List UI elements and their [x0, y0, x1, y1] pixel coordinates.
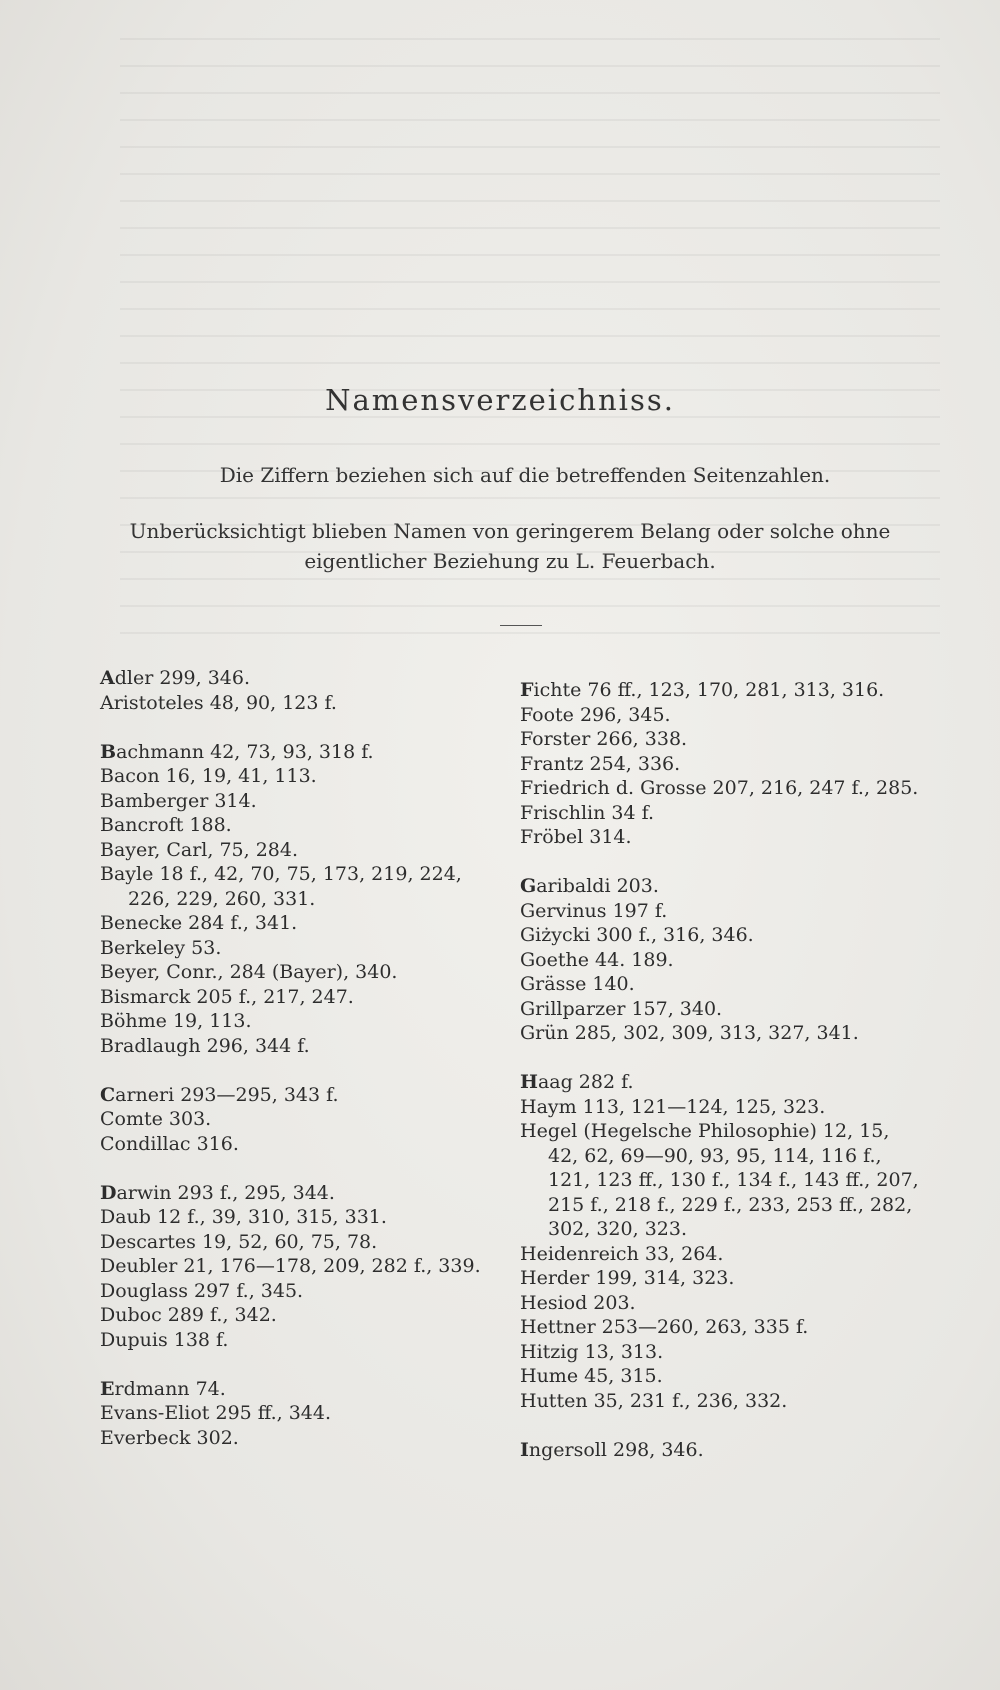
index-entry — [520, 825, 920, 850]
entry-initial: D — [100, 1181, 117, 1204]
entry-initial: I — [520, 1438, 529, 1461]
entry-text: Bayle 18 f., 42, 70, 75, 173, 219, 224, 226, 229, 260, 331. — [100, 863, 462, 910]
entry-text: Beyer, Conr., 284 (Bayer), 340. — [100, 961, 398, 983]
entry-text: rdmann 74. — [114, 1377, 226, 1400]
group-gap — [100, 1352, 500, 1377]
entry-text: Frantz 254, 336. — [520, 752, 681, 775]
entry-text: Forster 266, 338. — [520, 728, 688, 750]
entry-initial: B — [100, 740, 117, 763]
group-gap — [100, 1156, 500, 1181]
index-entry — [520, 1438, 920, 1463]
entry-text: Dupuis 138 f. — [100, 1328, 229, 1351]
entry-text: Bismarck 205 f., 217, 247. — [100, 985, 354, 1008]
note-line-1: Die Ziffern beziehen sich auf die betreffenden Seitenzahlen. — [219, 463, 831, 487]
entry-text: Fröbel 314. — [520, 826, 632, 848]
index-entry — [100, 666, 500, 691]
entry-text: Bacon 16, 19, 41, 113. — [100, 765, 317, 787]
entry-text: Condillac 316. — [100, 1132, 239, 1155]
index-entry — [100, 1205, 500, 1230]
index-entry — [520, 1291, 920, 1316]
entry-text: ngersoll 298, 346. — [528, 1438, 704, 1461]
index-entry — [520, 1119, 920, 1242]
group-gap — [520, 850, 920, 875]
entry-text: Deubler 21, 176—178, 209, 282 f., 339. — [100, 1255, 481, 1277]
entry-initial: F — [520, 679, 534, 701]
entry-text: Böhme 19, 113. — [100, 1010, 252, 1032]
entry-text: Descartes 19, 52, 60, 75, 78. — [100, 1230, 378, 1253]
entry-text: Goethe 44. 189. — [520, 948, 674, 971]
entry-text: aag 282 f. — [537, 1071, 634, 1093]
entry-text: Douglass 297 f., 345. — [100, 1279, 304, 1302]
index-entry — [100, 691, 500, 716]
index-entry — [520, 1095, 920, 1120]
entry-text: aribaldi 203. — [536, 875, 659, 897]
index-entry — [100, 1303, 500, 1328]
group-gap — [100, 715, 500, 740]
index-entry — [100, 1132, 500, 1157]
index-column-left — [100, 666, 500, 1450]
index-entry — [100, 1279, 500, 1304]
entry-text: Giżycki 300 f., 316, 346. — [520, 924, 754, 946]
index-entry — [100, 764, 500, 789]
index-entry — [100, 813, 500, 838]
entry-text: Foote 296, 345. — [520, 703, 671, 726]
entry-text: ichte 76 ff., 123, 170, 281, 313, 316. — [533, 679, 885, 701]
group-gap — [520, 1413, 920, 1438]
index-entry — [520, 703, 920, 728]
index-entry — [100, 1034, 500, 1059]
entry-text: arneri 293—295, 343 f. — [115, 1083, 339, 1106]
index-column-right — [520, 678, 920, 1462]
entry-text: Hettner 253—260, 263, 335 f. — [520, 1316, 809, 1338]
entry-text: Friedrich d. Grosse 207, 216, 247 f., 285. — [520, 777, 919, 799]
index-entry — [520, 1070, 920, 1095]
entry-text: arwin 293 f., 295, 344. — [116, 1181, 335, 1204]
index-entry — [100, 1230, 500, 1255]
index-entry — [520, 972, 920, 997]
index-entry — [520, 1021, 920, 1046]
index-entry — [520, 801, 920, 826]
index-entry — [100, 740, 500, 765]
entry-text: Frischlin 34 f. — [520, 801, 655, 824]
index-entry — [520, 1364, 920, 1389]
index-entry — [100, 911, 500, 936]
entry-text: Duboc 289 f., 342. — [100, 1304, 277, 1326]
entry-text: Comte 303. — [100, 1108, 212, 1130]
entry-text: Evans-Eliot 295 ff., 344. — [100, 1402, 332, 1424]
index-entry — [100, 1083, 500, 1108]
index-entry — [100, 1426, 500, 1451]
page-title: Namensverzeichniss. — [325, 383, 675, 417]
entry-text: Berkeley 53. — [100, 936, 222, 959]
index-entry — [100, 936, 500, 961]
entry-text: Heidenreich 33, 264. — [520, 1242, 724, 1265]
index-entry — [100, 789, 500, 814]
index-entry — [520, 948, 920, 973]
entry-text: Bancroft 188. — [100, 814, 232, 836]
index-entry — [520, 1242, 920, 1267]
index-entry — [100, 960, 500, 985]
index-entry — [520, 752, 920, 777]
index-entry — [100, 1181, 500, 1206]
index-entry — [520, 1266, 920, 1291]
entry-initial: C — [100, 1083, 116, 1106]
index-entry — [520, 678, 920, 703]
entry-text: Benecke 284 f., 341. — [100, 912, 298, 934]
index-entry — [100, 1377, 500, 1402]
index-entry — [100, 1254, 500, 1279]
entry-text: Grün 285, 302, 309, 313, 327, 341. — [520, 1022, 859, 1044]
index-entry — [520, 1389, 920, 1414]
index-entry — [100, 985, 500, 1010]
entry-text: Hesiod 203. — [520, 1291, 636, 1314]
index-entry — [520, 776, 920, 801]
entry-text: Hutten 35, 231 f., 236, 332. — [520, 1389, 788, 1412]
entry-text: Haym 113, 121—124, 125, 323. — [520, 1095, 826, 1118]
entry-text: Herder 199, 314, 323. — [520, 1267, 735, 1289]
index-entry — [520, 923, 920, 948]
index-entry — [520, 899, 920, 924]
entry-initial: H — [520, 1071, 538, 1093]
index-entry — [100, 1107, 500, 1132]
index-entry — [520, 1315, 920, 1340]
entry-text: Aristoteles 48, 90, 123 f. — [100, 691, 337, 714]
entry-text: Hegel (Hegelsche Philosophie) 12, 15, 42, 62, 69—90, 93, 95, 114, 116 f., 121, 123 ff., 130 f., 134 f., 143 ff., 207, 215 f., 218 f., 229 f., 233, 253 ff., 282, 302, 320, 323. — [520, 1120, 919, 1240]
index-entry — [520, 1340, 920, 1365]
entry-text: Bamberger 314. — [100, 789, 257, 812]
note-line-2: Unberücksichtigt blieben Namen von geringerem Belang oder solche ohne eigentlicher Beziehung zu L. Feuerbach. — [129, 519, 891, 573]
entry-initial: A — [100, 667, 115, 689]
entry-text: Grässe 140. — [520, 973, 635, 995]
entry-text: Gervinus 197 f. — [520, 899, 668, 922]
index-entry — [100, 862, 500, 911]
index-entry — [100, 1328, 500, 1353]
entry-text: Bayer, Carl, 75, 284. — [100, 838, 299, 861]
index-entry — [520, 874, 920, 899]
entry-text: Daub 12 f., 39, 310, 315, 331. — [100, 1206, 387, 1228]
entry-text: Everbeck 302. — [100, 1426, 239, 1449]
index-entry — [100, 838, 500, 863]
index-entry — [520, 997, 920, 1022]
entry-text: Hume 45, 315. — [520, 1365, 663, 1387]
entry-initial: E — [100, 1377, 115, 1400]
entry-text: Grillparzer 157, 340. — [520, 997, 723, 1020]
group-gap — [520, 1046, 920, 1071]
entry-text: dler 299, 346. — [114, 667, 251, 689]
index-entry — [100, 1009, 500, 1034]
entry-initial: G — [520, 875, 537, 897]
entry-text: Hitzig 13, 313. — [520, 1340, 664, 1363]
index-entry — [520, 727, 920, 752]
separator-rule — [500, 625, 542, 626]
entry-text: Bradlaugh 296, 344 f. — [100, 1034, 310, 1057]
entry-text: achmann 42, 73, 93, 318 f. — [116, 740, 374, 763]
index-entry — [100, 1401, 500, 1426]
group-gap — [100, 1058, 500, 1083]
